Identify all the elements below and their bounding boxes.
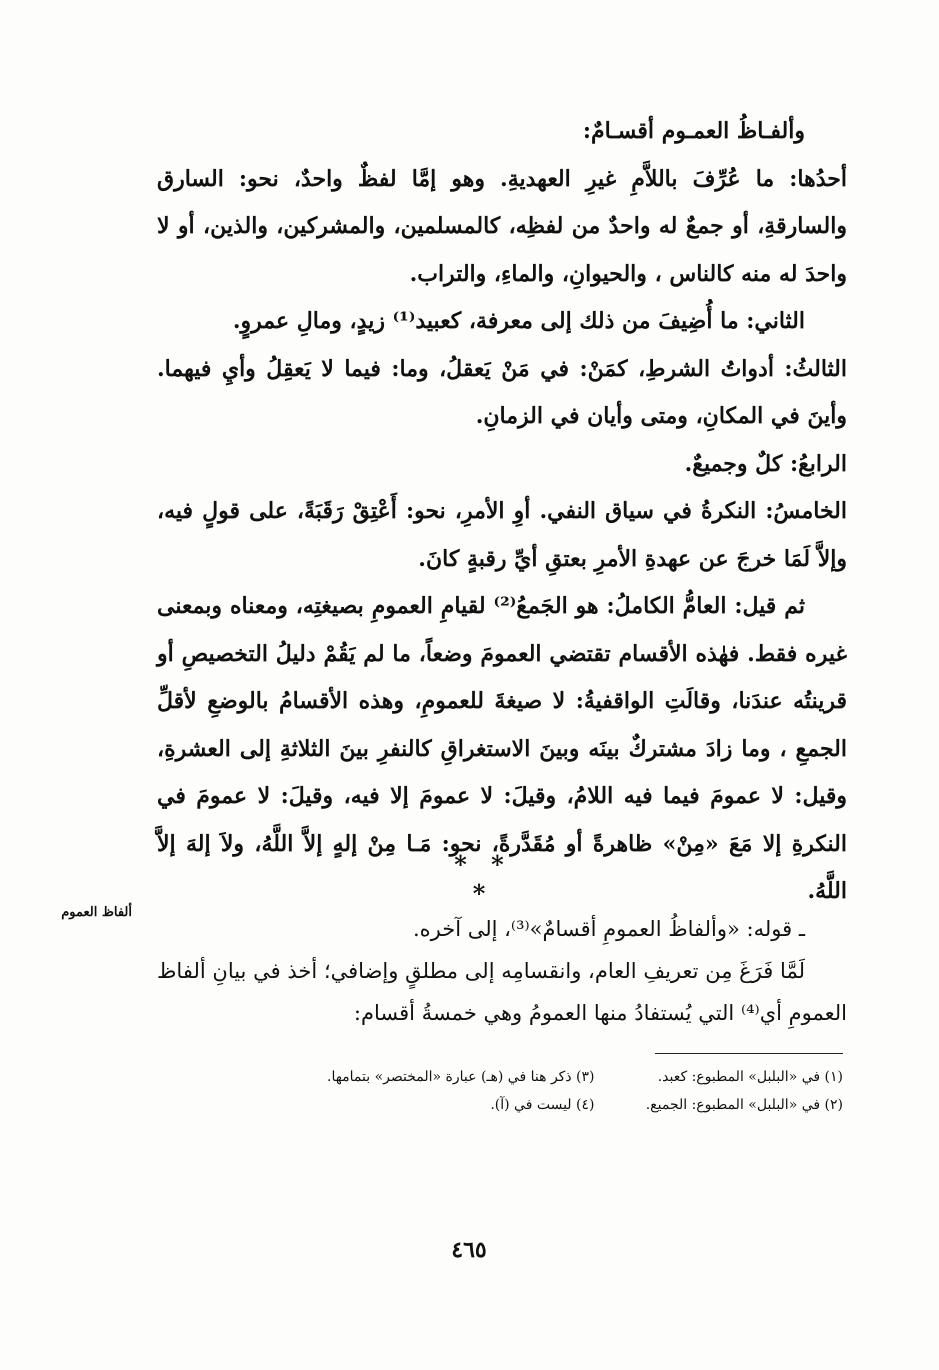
page-number: ٤٦٥	[451, 1237, 487, 1263]
main-text	[157, 108, 847, 916]
footnote-1: (١) في «البلبل» المطبوع: كعبد.	[657, 1069, 843, 1085]
footnote-2: (٢) في «البلبل» المطبوع: الجميع.	[645, 1097, 843, 1113]
footnote-divider	[655, 1053, 843, 1054]
footnote-3: (٣) ذكر هنا في (هـ) عبارة «المختصر» بتمامها.	[327, 1069, 595, 1085]
paragraph-fifth: الخامسُ: النكرةُ في سياق النفي. أوِ الأمرِ، نحو: أَعْتِقْ رَقَبَةً، على قولٍ فيه، وإلاَّ لَمَا خرجَ عن عهدةِ الأمرِ بعتقِ أيِّ رقبةٍ كانَ.	[157, 498, 847, 572]
paragraph-third: الثالثُ: أدواتُ الشرطِ، كمَنْ: في مَنْ يَعقلُ، وما: فيما لا يَعقِلُ وأيِ فيهما. وأينَ في المكانِ، ومتى وأيان في الزمانِ.	[157, 355, 847, 429]
section-heading: وألفـاظُ العمـوم أقسـامٌ:	[582, 118, 805, 144]
commentary-text	[157, 908, 847, 1034]
paragraph-opinions: ثم قيل: العامُّ الكاملُ: هو الجَمعُ⁽²⁾ لقيامِ العمومِ بصيغتِه، ومعناه وبمعنى غيره فقط. فهٰذه الأقسام تقتضي العمومَ وضعاً، ما لم يَقُمْ دليلُ التخصيصِ أو قرينتُه عندَنا، وقالَتِ الواقفيةُ: لا صيغةَ للعمومِ، وهذه الأقسامُ بالوضعِ لأقلِّ الجمعِ ، وما زادَ مشتركٌ بينَه وبينَ الاستغراقِ كالنفرِ بينَ الثلاثةِ إلى العشرةِ، وقيل: لا عمومَ فيما فيه اللامُ، وقيلَ: لا عمومَ إلا فيه، وقيلَ: لا عمومَ في النكرةِ إلا مَعَ «مِنْ» ظاهرةً أو مُقَدَّرةً، نحو: مَـا مِنْ إلهٍ إلاَّ اللَّهُ، ولاَ إلهَ إلاَّ اللَّهُ.	[157, 593, 847, 904]
section-separator: * * *	[454, 850, 512, 908]
commentary-quote: ـ قوله: «وألفاظُ العمومِ أقسامٌ»⁽³⁾، إلى آخره.	[412, 917, 805, 941]
paragraph-first: أحدُها: ما عُرِّفَ باللاَّمِ غيرِ العهديةِ. وهو إمَّا لفظٌ واحدٌ، نحو: السارق والسارقةِ، أو جمعٌ له واحدٌ من لفظِه، كالمسلمين، والمشركين، والذين، أو لا واحدَ له منه كالناس ، والحيوانِ، والماءِ، والتراب.	[157, 165, 848, 287]
footnotes	[223, 1063, 843, 1119]
margin-note: ألفاظ العموم	[61, 905, 132, 920]
commentary-explanation: لَمَّا فَرَغَ مِن تعريفِ العام، وانقسامِه إلى مطلقٍ وإضافي؛ أخذ في بيانِ ألفاظ العمومِ أي⁽⁴⁾ التي يُستفادُ منها العمومُ وهي خمسةُ أقسام:	[157, 959, 847, 1025]
paragraph-fourth: الرابعُ: كلٌ وجميعٌ.	[684, 450, 847, 477]
paragraph-second: الثاني: ما أُضِيفَ من ذلك إلى معرفة، كعبيد⁽¹⁾ زيدٍ، ومالِ عمروٍ.	[232, 308, 805, 334]
footnote-4: (٤) ليست في (آ).	[490, 1097, 595, 1113]
